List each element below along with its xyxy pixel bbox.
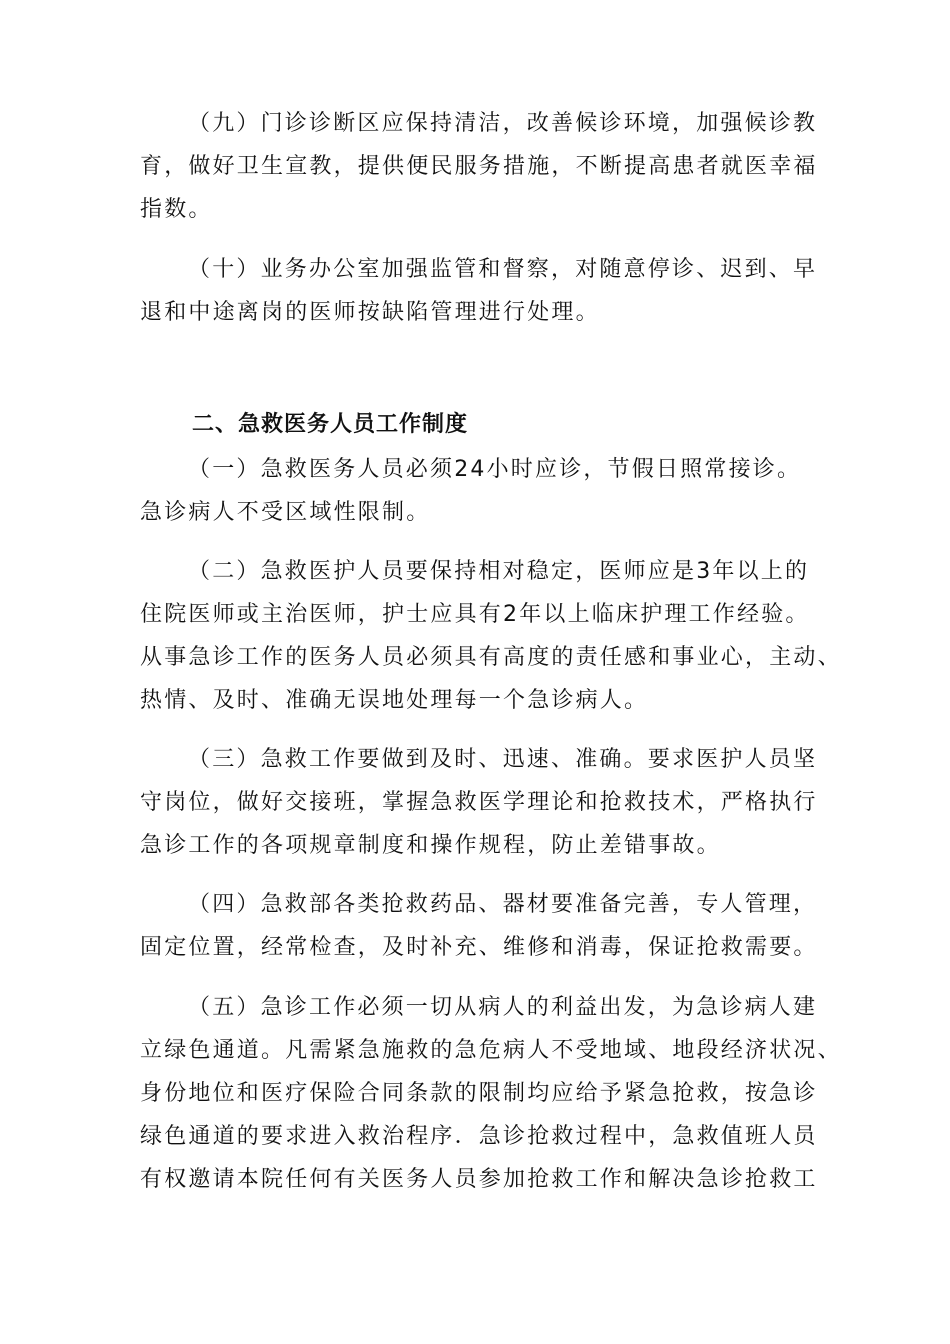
s2-item-3-line-2: 守岗位，做好交接班，掌握急救医学理论和抢救技术，严格执行 [140,790,818,815]
item-9-line-3: 指数。 [140,197,213,222]
s2-item-2-line-3: 从事急诊工作的医务人员必须具有高度的责任感和事业心，主动、 [140,645,842,670]
section-2-heading: 二、急救医务人员工作制度 [192,412,469,437]
s2-item-2-line-1: （二）急救医护人员要保持相对稳定，医师应是3年以上的 [188,559,810,584]
item-9-line-2: 育，做好卫生宣教，提供便民服务措施，不断提高患者就医幸福 [140,154,818,179]
s2-item-3-line-3: 急诊工作的各项规章制度和操作规程，防止差错事故。 [140,833,721,858]
s2-item-5-line-2: 立绿色通道。凡需紧急施救的急危病人不受地域、地段经济状况、 [140,1038,842,1063]
s2-item-5-line-1: （五）急诊工作必须一切从病人的利益出发，为急诊病人建 [188,995,818,1020]
s2-item-3-line-1: （三）急救工作要做到及时、迅速、准确。要求医护人员坚 [188,747,818,772]
s2-item-2-line-2: 住院医师或主治医师，护士应具有2年以上临床护理工作经验。 [140,602,810,627]
s2-item-2-line-4: 热情、及时、准确无误地处理每一个急诊病人。 [140,688,649,713]
s2-item-5-line-5: 有权邀请本院任何有关医务人员参加抢救工作和解决急诊抢救工 [140,1167,818,1192]
item-10-line-2: 退和中途离岗的医师按缺陷管理进行处理。 [140,300,600,325]
s2-item-4-line-2: 固定位置，经常检查，及时补充、维修和消毒，保证抢救需要。 [140,935,818,960]
s2-item-1-line-1: （一）急救医务人员必须24小时应诊，节假日照常接诊。 [188,457,802,482]
item-9-line-1: （九）门诊诊断区应保持清洁，改善候诊环境，加强候诊教 [188,111,818,136]
item-10-line-1: （十）业务办公室加强监管和督察，对随意停诊、迟到、早 [188,257,818,282]
s2-item-5-line-4: 绿色通道的要求进入救治程序．急诊抢救过程中，急救值班人员 [140,1124,818,1149]
s2-item-1-line-2: 急诊病人不受区域性限制。 [140,500,431,525]
s2-item-5-line-3: 身份地位和医疗保险合同条款的限制均应给予紧急抢救，按急诊 [140,1081,818,1106]
s2-item-4-line-1: （四）急救部各类抢救药品、器材要准备完善，专人管理， [188,892,818,917]
